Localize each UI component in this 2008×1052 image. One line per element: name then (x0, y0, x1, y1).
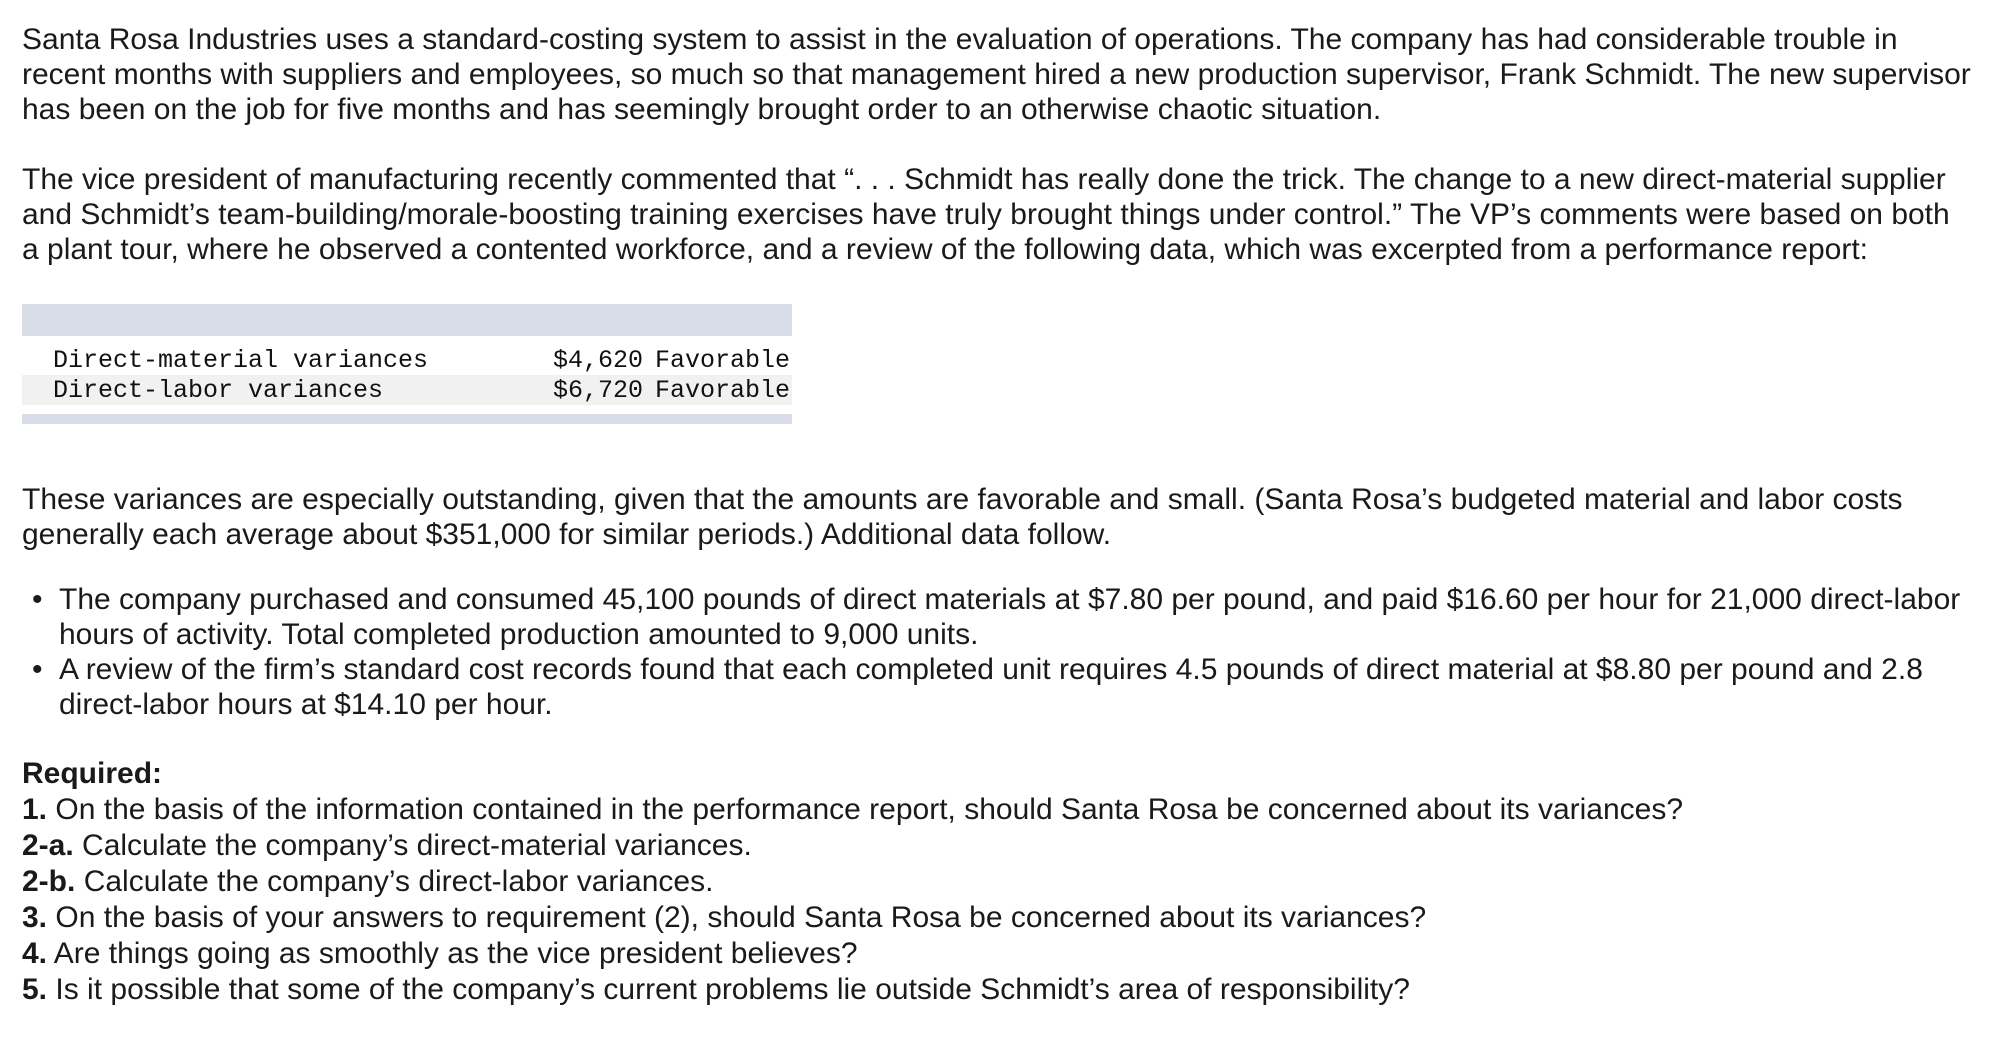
requirement-item (22, 936, 1972, 972)
bullet-icon: • (32, 653, 43, 686)
list-item-text: A review of the firm’s standard cost records found that each completed unit requires 4.5 pounds of direct material at $8.80 per pound and 2.8 direct-labor hours at $14.10 per hour. (59, 653, 1923, 721)
table-spacer (22, 405, 792, 414)
list-item (22, 582, 1972, 652)
requirement-text: Are things going as smoothly as the vice president believes? (53, 937, 858, 970)
requirement-item (22, 864, 1972, 900)
required-heading: Required: (22, 757, 163, 790)
vp-quote-paragraph: The vice president of manufacturing recently commented that “. . . Schmidt has really done the trick. The change to a new direct-material supplier and Schmidt’s team-building/morale-boosting training exercises have truly brought things under control.” The VP’s comments were based on both a plant tour, where he observed a contented workforce, and a review of the following data, which was excerpted from a performance report: (22, 163, 1950, 266)
performance-report-table (22, 304, 792, 424)
variance-status: Favorable (655, 345, 791, 375)
requirement-number: 2-a. (22, 829, 74, 862)
table-row (22, 375, 792, 405)
required-section (22, 756, 1972, 1008)
additional-data-list (22, 582, 1972, 722)
requirement-number: 3. (22, 901, 48, 934)
table-header-band (22, 304, 792, 336)
requirement-text: On the basis of your answers to requirement (2), should Santa Rosa be concerned about its variances? (55, 901, 1427, 934)
requirement-text: Calculate the company’s direct-labor variances. (83, 865, 714, 898)
variance-amount: $6,720 (552, 375, 643, 405)
requirement-text: Calculate the company’s direct-material variances. (82, 829, 752, 862)
requirement-item (22, 828, 1972, 864)
variance-amount: $4,620 (552, 345, 643, 375)
requirement-text: On the basis of the information contained in the performance report, should Santa Rosa be concerned about its variances? (55, 793, 1684, 826)
requirement-number: 5. (22, 973, 48, 1006)
list-item (22, 652, 1972, 722)
variance-status: Favorable (655, 375, 791, 405)
table-spacer (22, 336, 792, 345)
intro-paragraph: Santa Rosa Industries uses a standard-costing system to assist in the evaluation of operations. The company has had considerable trouble in recent months with suppliers and employees, so much so that management hired a new production supervisor, Frank Schmidt. The new supervisor has been on the job for five months and has seemingly brought order to an otherwise chaotic situation. (22, 23, 1971, 126)
bullet-icon: • (32, 583, 43, 616)
requirement-item (22, 792, 1972, 828)
variance-label: Direct-labor variances (53, 375, 384, 405)
requirement-item (22, 972, 1972, 1008)
requirement-text: Is it possible that some of the company’s current problems lie outside Schmidt’s area of responsibility? (55, 973, 1410, 1006)
table-footer-band (22, 414, 792, 424)
table-row (22, 345, 792, 375)
requirement-number: 4. (22, 937, 48, 970)
requirement-number: 1. (22, 793, 48, 826)
problem-document (22, 22, 1972, 1008)
list-item-text: The company purchased and consumed 45,100 pounds of direct materials at $7.80 per pound, and paid $16.60 per hour for 21,000 direct-labor hours of activity. Total completed production amounted to 9,000 units. (59, 583, 1961, 651)
variance-label: Direct-material variances (53, 345, 429, 375)
requirement-number: 2-b. (22, 865, 76, 898)
requirement-item (22, 900, 1972, 936)
note-paragraph: These variances are especially outstanding, given that the amounts are favorable and small. (Santa Rosa’s budgeted material and labor costs generally each average about $351,000 for similar periods.) Additional data follow. (22, 483, 1903, 551)
